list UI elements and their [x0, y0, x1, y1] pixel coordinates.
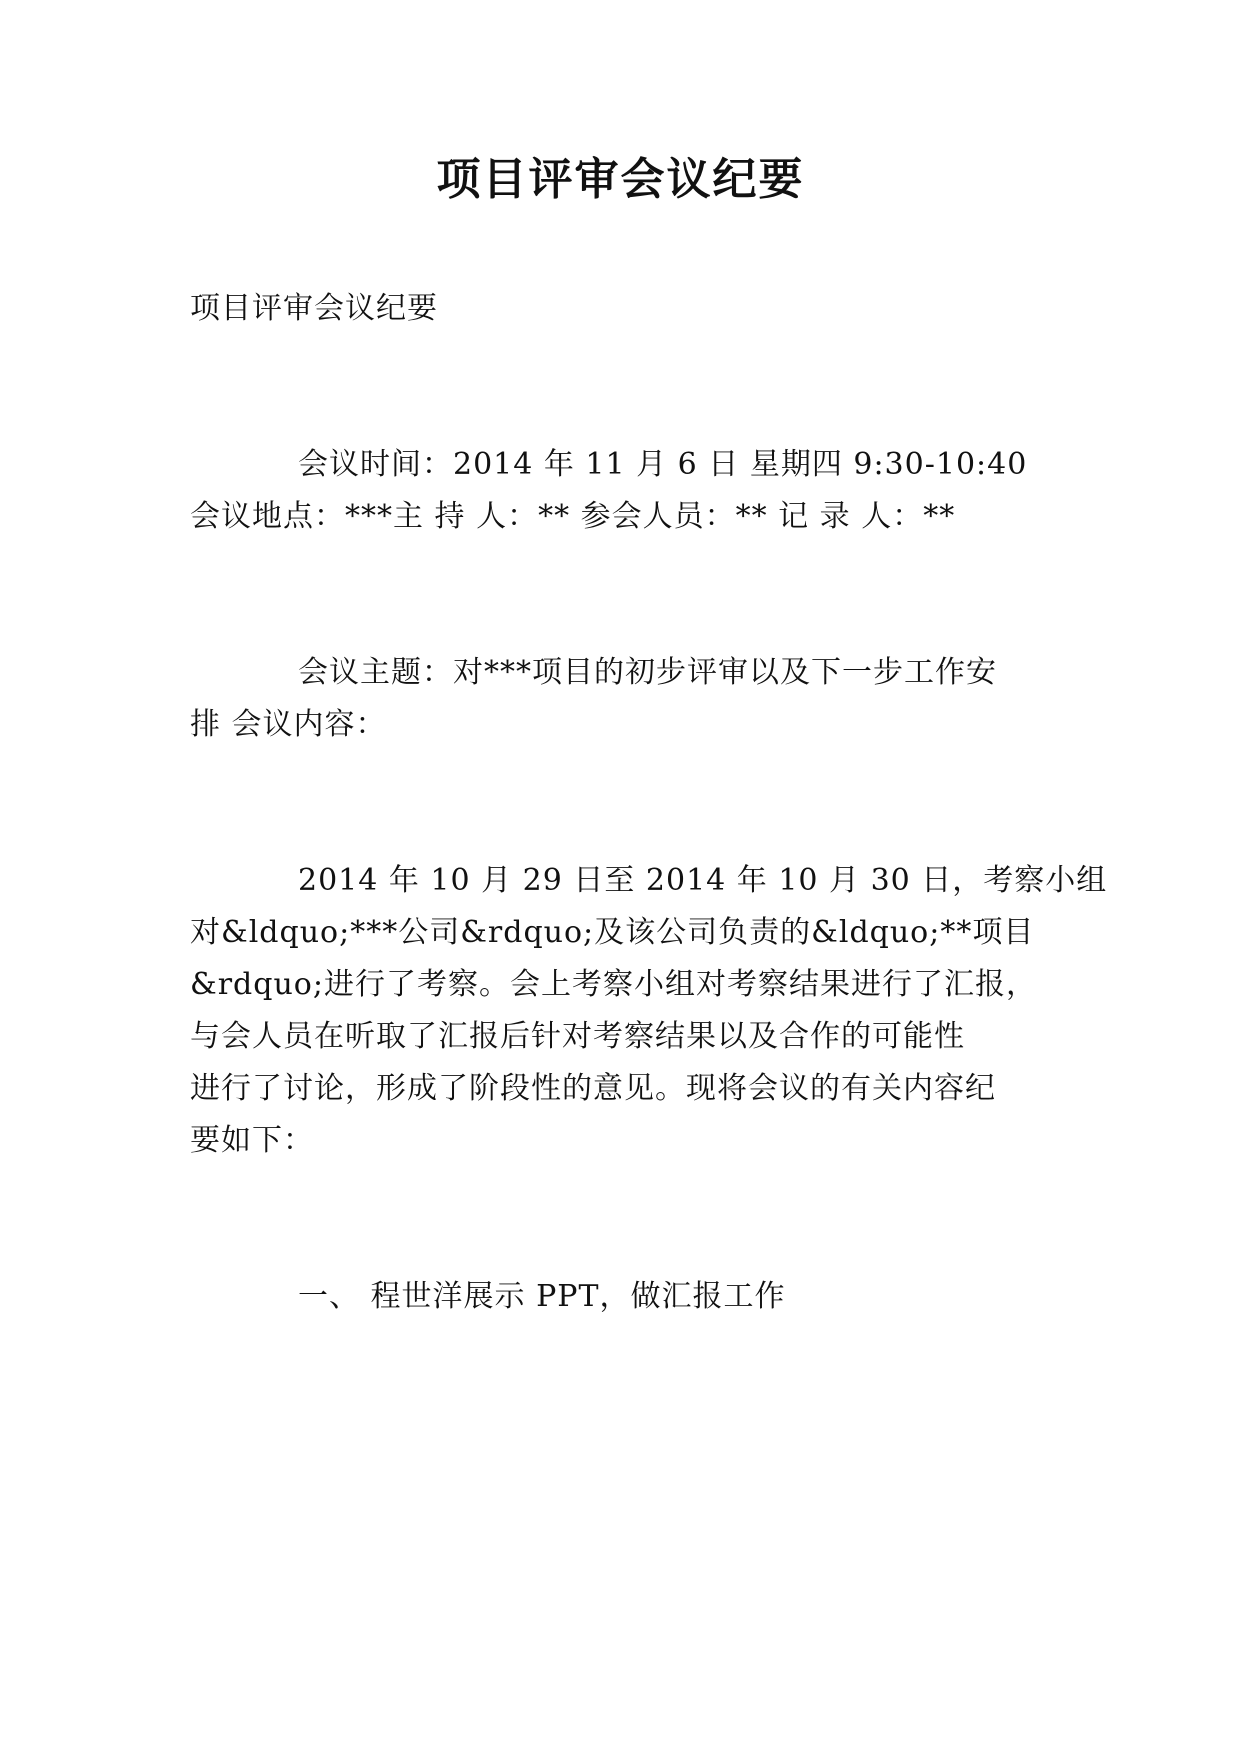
meeting-topic-line: 会议主题：对***项目的初步评审以及下一步工作安	[298, 655, 997, 690]
body-paragraph-line: 2014 年 10 月 29 日至 2014 年 10 月 30 日，考察小组	[298, 863, 1108, 898]
meeting-location-line: 会议地点：***主 持 人：** 参会人员：** 记 录 人：**	[190, 499, 956, 534]
body-paragraph-line: 对&ldquo;***公司&rdquo;及该公司负责的&ldquo;**项目	[190, 915, 1035, 950]
body-paragraph-line: &rdquo;进行了考察。会上考察小组对考察结果进行了汇报，	[190, 967, 1037, 1002]
document-subtitle: 项目评审会议纪要	[190, 291, 438, 326]
body-paragraph-line: 与会人员在听取了汇报后针对考察结果以及合作的可能性	[190, 1019, 965, 1054]
body-paragraph-line: 进行了讨论，形成了阶段性的意见。现将会议的有关内容纪	[190, 1071, 996, 1106]
body-paragraph-line: 要如下：	[190, 1123, 314, 1158]
meeting-topic-continuation: 排 会议内容：	[190, 707, 387, 742]
meeting-time-line: 会议时间：2014 年 11 月 6 日 星期四 9:30-10:40	[298, 447, 1028, 482]
section-1-heading: 一、 程世洋展示 PPT，做汇报工作	[298, 1279, 786, 1314]
document-title: 项目评审会议纪要	[436, 154, 805, 205]
